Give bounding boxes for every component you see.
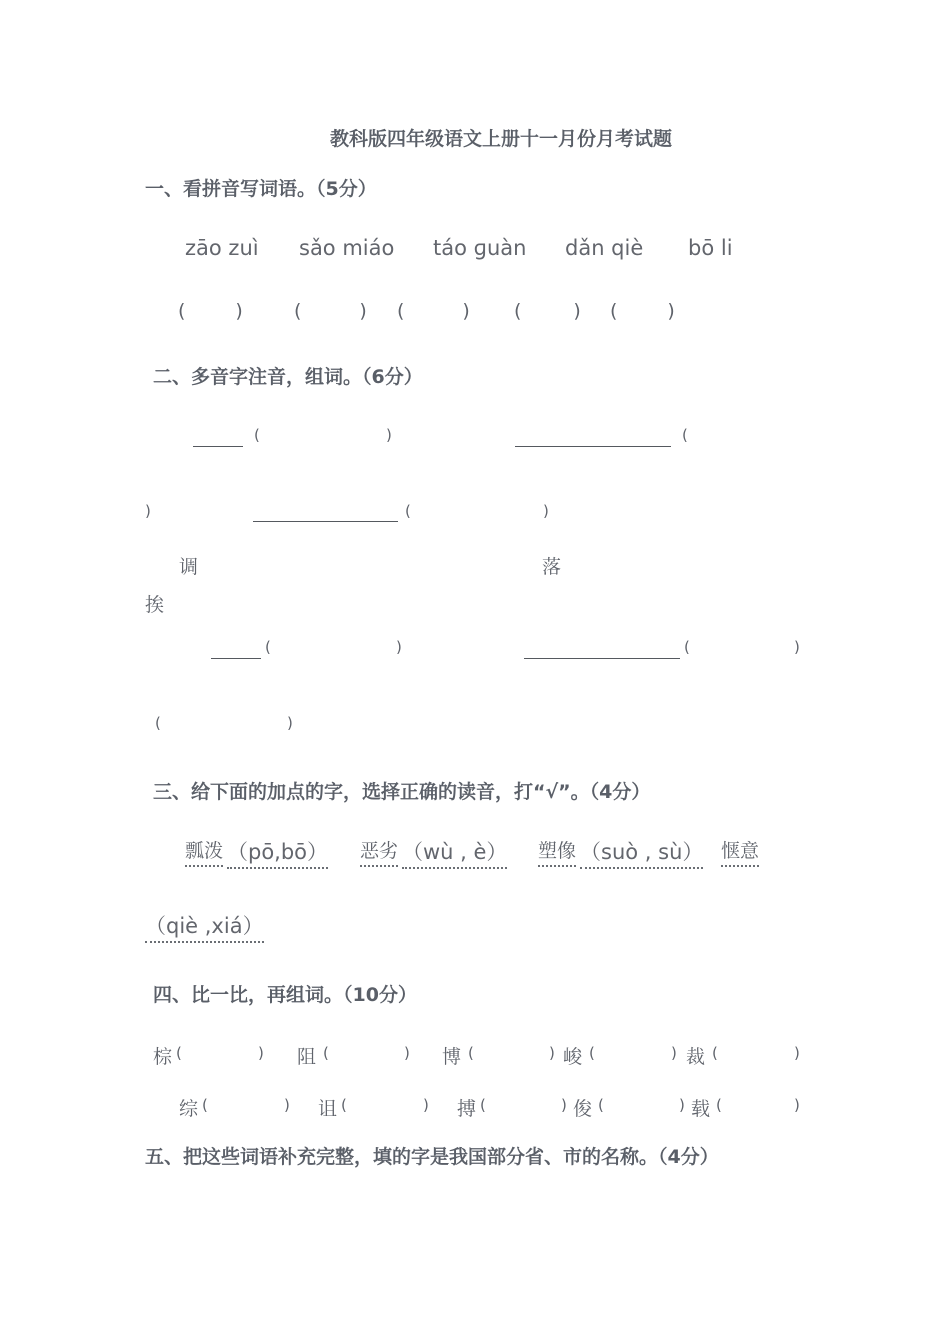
section-5-heading: 五、把这些词语补充完整，填的字是我国部分省、市的名称。（4分） [145,1146,719,1168]
paren-open: ( [598,1096,604,1114]
reading-options-2[interactable]: （wù , è） [402,836,507,866]
dotted-word-2: 恶劣 [360,836,398,863]
paren-open: ( [176,1044,182,1062]
dotted-word-3: 塑像 [538,836,576,863]
paren-close: ) [671,1044,677,1062]
compare-char: 俊 [573,1098,593,1120]
paren-open: ( [468,1044,474,1062]
pinyin-2: sǎo miáo [299,236,395,260]
paren-open: ( [682,426,688,444]
polyphone-char-1: 调 [179,556,199,578]
paren-close: ) [679,1096,685,1114]
compare-char: 峻 [563,1046,583,1068]
polyphone-char-2: 落 [542,556,562,578]
paren-close: ) [258,1044,264,1062]
section-4-heading: 四、比一比，再组词。（10分） [153,984,417,1006]
paren-close: ) [396,638,402,656]
pinyin-blank-line[interactable] [211,658,261,659]
paren-close: ) [423,1096,429,1114]
paren-close: ) [386,426,392,444]
paren-open: ( [405,502,411,520]
paren-open: ( [254,426,260,444]
paren-open: ( [155,714,161,732]
compare-char: 裁 [686,1046,706,1068]
pinyin-blank-line[interactable] [515,446,671,447]
answer-box-2[interactable]: ( ) [294,300,367,322]
answer-box-5[interactable]: ( ) [610,300,675,322]
page-title: 教科版四年级语文上册十一月份月考试题 [329,128,672,150]
paren-close: ) [404,1044,410,1062]
compare-char: 棕 [153,1046,173,1068]
pinyin-5: bō li [688,236,733,260]
reading-options-4[interactable]: （qiè ,xiá） [145,910,264,940]
compare-char: 搏 [457,1098,477,1120]
paren-open: ( [341,1096,347,1114]
paren-open: ( [265,638,271,656]
answer-box-3[interactable]: ( ) [397,300,470,322]
section-1-heading: 一、看拼音写词语。（5分） [145,178,377,200]
compare-char: 阻 [297,1046,317,1068]
reading-options-3[interactable]: （suò , sù） [580,836,703,866]
pinyin-blank-line[interactable] [193,446,243,447]
paren-open: ( [480,1096,486,1114]
polyphone-char-3: 挨 [145,594,165,616]
compare-char: 载 [691,1098,711,1120]
pinyin-3: táo ɡuàn [433,236,527,260]
compare-char: 综 [179,1098,199,1120]
compare-char: 博 [442,1046,462,1068]
paren-open: ( [716,1096,722,1114]
paren-close: ) [145,502,151,520]
paren-open: ( [589,1044,595,1062]
reading-options-1[interactable]: （pō,bō） [227,836,328,866]
paren-close: ) [794,1044,800,1062]
pinyin-blank-line[interactable] [524,658,680,659]
section-3-heading: 三、给下面的加点的字，选择正确的读音，打“√”。（4分） [153,781,651,803]
answer-box-4[interactable]: ( ) [514,300,581,322]
paren-close: ) [284,1096,290,1114]
paren-open: ( [202,1096,208,1114]
paren-open: ( [712,1044,718,1062]
dotted-word-4: 惬意 [721,836,759,863]
paren-close: ) [561,1096,567,1114]
paren-open: ( [323,1044,329,1062]
paren-close: ) [794,638,800,656]
pinyin-4: dǎn qiè [565,236,644,260]
answer-box-1[interactable]: ( ) [178,300,243,322]
paren-close: ) [543,502,549,520]
paren-close: ) [287,714,293,732]
paren-close: ) [549,1044,555,1062]
paren-close: ) [794,1096,800,1114]
compare-char: 诅 [318,1098,338,1120]
paren-open: ( [684,638,690,656]
pinyin-1: zāo zuì [185,236,259,260]
dotted-word-1: 瓢泼 [185,836,223,863]
section-2-heading: 二、多音字注音，组词。（6分） [153,366,423,388]
pinyin-blank-line[interactable] [253,521,398,522]
